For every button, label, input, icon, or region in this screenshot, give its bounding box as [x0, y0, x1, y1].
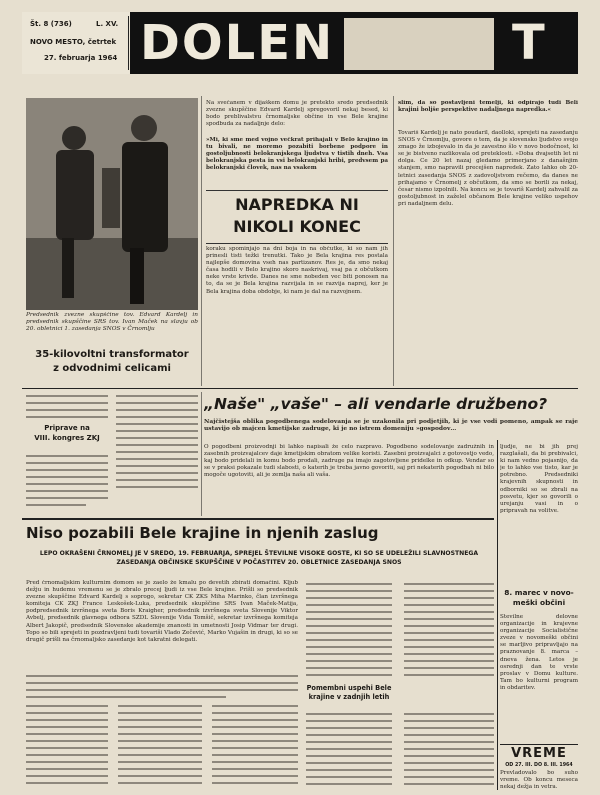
pomembni-uspehi-headline-line2: krajine v zadnjih letih	[308, 693, 390, 701]
marec-body: Stevilne delovne organizacije in krajevne organizacije Socialistične zveze v novomeški občini se marljivo pripravljajo na praznovanje 8. marca – dneva žena. Letos je osrednji dan te vrste proslav v Domu kulture. Tam bo kulturni program in obdaritev.	[500, 614, 578, 691]
nase-vase-deck: Najčistejša oblika pogodbenega sodelovanja se je uzakonila pri podjetjih, ki je vse vodi pomeno, ampak se raje ustavijo ob majcen kmetijske zadruge, ki je no istrem domeniju »gospodov…	[204, 418, 578, 432]
masthead-title: DOLEN	[140, 15, 335, 71]
volume-number: L. XV.	[96, 20, 119, 28]
viii-kongres-headline-line2: VIII. kongres ZKJ	[34, 434, 100, 442]
speech-intro: Na svečanem v dijaškem domu je pretekto sredo predsednik zvezne skupščine Edvard Kardelj spregovoril nekaj besed, ki bodo preblivalstvu črnomaljske občine in vse Bele krajine spodbuda za nadaljnje delo:	[206, 100, 388, 128]
vreme-top-rule	[500, 744, 578, 745]
bela-krajina-body-continued	[26, 672, 298, 790]
issue-date: 27. februarja 1964	[44, 54, 118, 62]
bela-krajina-headline: Niso pozabili Bele krajine in njenih zaslug	[26, 524, 379, 542]
top-section-divider	[22, 388, 578, 389]
masthead-photo-gap	[344, 18, 494, 70]
middle-columns-text-lines-graphic	[306, 580, 494, 680]
nase-vase-body: O pogodbeni proizvodnji bi lahko napisali že celo razpravo. Pogodbeno sodelovanje zadružnih in zasebnih proizvajalcev daje kmetijskim obratom velike koristi. Zasebni proizvajalci z gotovostjo vedo, kaj bodo pridelali in komu bodo prodali, zadruge pa imajo zagotovljene pridelke in odkup. Vendar so se v praksi pokazale tudi slabosti, o katerih je treba javno govoriti, saj pri nekaterih pogodbah ni bilo mogoče ugotoviti, ali je zemlja naša ali vaša.	[204, 444, 494, 479]
viii-kongres-headline-box	[26, 424, 108, 450]
column-rule-top-right	[393, 96, 394, 386]
marec-headline-line2: meški občini	[512, 598, 566, 607]
marec-headline-line1: 8. marec v novo-	[504, 588, 574, 597]
nase-vase-headline: „Naše" „vaše" – ali vendarle družbeno?	[204, 395, 548, 413]
bela-krajina-body: Pred črnomaljskim kulturnim domom se je zaelo že kmalu po devetih zbirati domačini. Kljub dežju in hudemu vremenu se je zbralo precej ljudi iz vse Bele krajine. Prišli so predsednik zvezne skupščine Edvard Kardelj s soprogo, sekretar CK ZKS Miha Marinko, član izvršnega komiteja CK ZKJ France Leskošek-Luka, predsednik skupščine SRS Ivan Maček-Matija, podpredsednik izvršnega sveta Boris Kraigher, predsednik izvršnega sveta Slovenije Viktor Avbelj, predsednik glavnega odbora SZDL Slovenije Vida Tomšič, sekretar izvršnega komiteja Albert Jakopič, predsednik Slovenske akademije znanosti in umetnosti Josip Vidmar ter drugi. Topo so bili sprejeti in pozdravljeni tudi tovariši Vlado Zečević, Marko Vujašin in drugi, ki so se drugič prišli na črnomaljsko zasedanje kot takratni delegati.	[26, 580, 298, 643]
viii-kongres-body	[26, 452, 108, 512]
masthead-info-box	[26, 16, 129, 70]
kardelj-photo	[26, 98, 198, 310]
vreme-dates: OD 27. III. DO 8. III. 1964	[505, 763, 573, 768]
speech-headline-line1: NAPREDKA NI	[235, 195, 359, 214]
column-rule-bottom-left	[201, 392, 202, 516]
bela-krajina-text-lines-graphic	[26, 672, 298, 790]
viii-kongres-text-lines-graphic	[26, 452, 108, 512]
viii-kongres-headline-line1: Priprave na	[44, 424, 90, 432]
pomembni-uspehi-body	[306, 710, 494, 790]
marec-headline-box	[500, 588, 578, 612]
city-and-day: NOVO MESTO, četrtek	[30, 38, 117, 46]
snos-body: Tovariš Kardelj je nato poudaril, daolloki, sprejeti na zasedanju SNOS v Črnomlju, govore o tem, da je slovensko ljudstvo svojo zmago že izbojevalo in da je zavestno šlo v novo bodočnost, ki se je bistveno razlikovala od preteklosti. »Doba dvajsetih let ni dolga. Ce 20 let nazaj gledamo primerjano z današnjim stanjem, smo napravili precejšen napredek. Zato lahko ob 20-letnici zasedanja SNOS z zadovoljstvom rečemo, da danes ne prihajamo v Črnomelj z občutkom, da smo se borili za nekaj, česar nismo izpolnili. Na koncu se je tovariš Kardelj zahvalil za gostoljubnost in zaželel občanom Bele krajine veliko uspehov pri nadaljnem delu.	[398, 130, 578, 207]
bela-krajina-deck: LEPO OKRAŠENI ČRNOMELJ JE V SREDO, 19. FEBRUARJA, SPREJEL ŠTEVILNE VISOKE GOSTE, KI SO SE UDELEŽILI SLAVNOSTNEGA ZASEDANJA OBČINSKE SKUPŠČINE V POČASTITEV 20. OBLETNICE ZASEDANJA SNOS	[39, 550, 479, 566]
pomembni-uspehi-headline-line1: Pomembni uspehi Bele	[306, 684, 392, 692]
masthead	[22, 12, 578, 74]
photo-caption: Predsednik zvezne skupščine tov. Edvard Kardelj in predsednik skupščine SRS tov. Ivan Maček na slavju ob 20. obletnici 1. zasedanja SNOS v Črnomlju	[26, 312, 198, 332]
column-rule-left	[201, 96, 202, 386]
masthead-title-tail: T	[512, 15, 545, 71]
speech-body: koraku spominjajo na dni boja in na občutke, ki so nam jih prinesli tisti težki trenutki. Tako je Bela krajina res postala najlepše domovina vseh nas partizanov. Res je, da smo nekaj časa hodili v Belo krajino skoro naskrivaj, vsaj pa z občutkom neke vrste krivde. Danes ne sme nobeden vec biti ponosen na to, da se je Bela krajina razvijala in se razvija naprej, ker je Bela krajina doba obdobje, ki nam je dal na razvojnem.	[206, 246, 388, 295]
vreme-title: VREME	[511, 746, 567, 761]
vreme-body: Prevladovalo bo suho vreme. Ob koncu meseca nekaj dežja in vetra.	[500, 770, 578, 791]
bela-krajina-top-rule	[22, 518, 494, 520]
speech-headline-line2: NIKOLI KONEC	[233, 217, 361, 236]
issue-number: Št. 8 (736)	[30, 20, 72, 28]
transformator-headline-box	[26, 346, 198, 382]
snos-lead: slim, da so postavljeni temelji, ki odpirajo tudi Beli krajini boljše perspektive nadaljnega napredka.«	[398, 100, 578, 114]
right-column-body: ljudje, ne bi jih prej razglašali, da bi prebivalci, ki nam vedno pojasnijo, da je to lahko vse tisto, kar je potrebno. Predsedniki krajevnih skupnosti in odborniki so se zbrali na posvetu, kjer so govorili o urejanju vasi in o pripravah na volitve.	[500, 444, 578, 514]
transformator-headline-line1: 35-kilovoltni transformator	[35, 349, 189, 360]
bela-krajina-middle-columns	[306, 580, 494, 680]
transformator-headline-line2: z odvodnimi celicami	[53, 363, 171, 374]
pomembni-uspehi-text-lines-graphic	[306, 710, 494, 790]
speech-headline-box	[206, 190, 388, 244]
pomembni-uspehi-headline-box	[306, 684, 392, 708]
photo-figures-graphic	[26, 98, 198, 310]
right-column-divider	[497, 440, 498, 790]
speech-quote: »Mi, ki sme med vojno večkrat prihajali v Belo krajino in tu bivali, ne moremo pozabiti borbene podpore in gostoljubnosti belokranjskega ljudstva v tistih dneh. Vsa belokranjska pesta in vsi belokranjski hribi, predvsem pa belokranjski človek, nas na vsakem	[206, 137, 388, 172]
